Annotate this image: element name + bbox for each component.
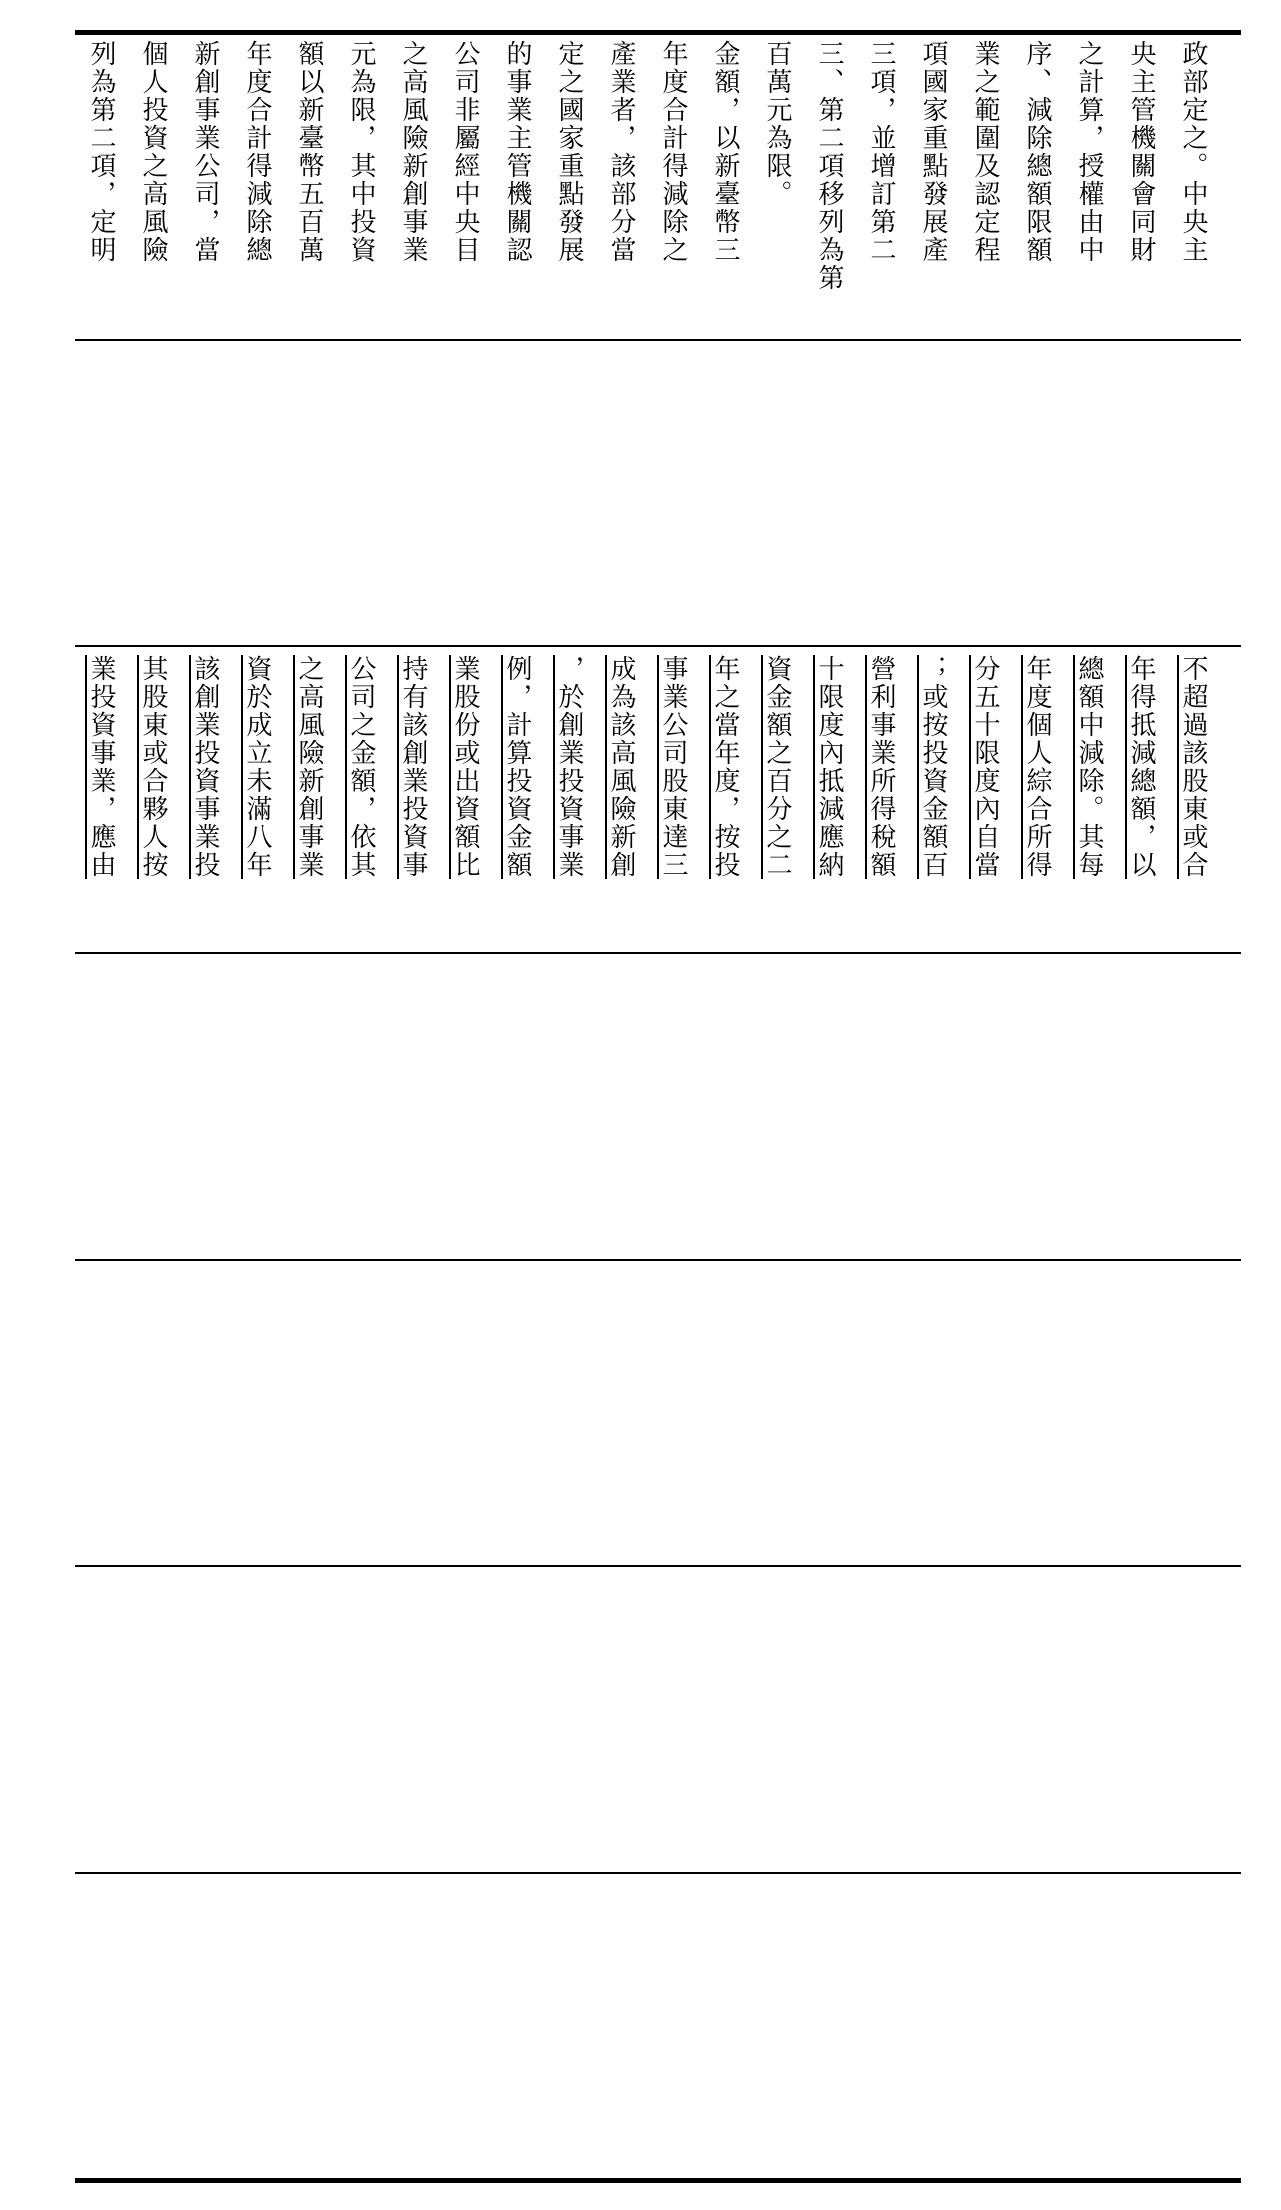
text-column: 業股份或出資額比 [450, 655, 480, 879]
text-column: 年度合計得減除之 [658, 40, 688, 264]
explanation-text-block [75, 40, 1241, 335]
text-column: 業之範圍及認定程 [970, 40, 1000, 264]
empty-cell-row-6 [75, 1569, 1241, 1869]
text-column: 事業公司股東達三 [658, 655, 688, 879]
table-bottom-border [75, 2178, 1241, 2183]
text-column: 之計算，授權由中 [1074, 40, 1104, 264]
provision-text-block [75, 655, 1241, 915]
text-column: 的事業主管機關認 [502, 40, 532, 264]
text-column: 持有該創業投資事 [398, 655, 428, 879]
row-divider-4 [75, 1259, 1241, 1261]
text-column: ；或按投資金額百 [918, 655, 948, 879]
text-column: 列為第二項，定明 [86, 40, 116, 264]
text-column: 之高風險新創事業 [398, 40, 428, 264]
text-column: ，於創業投資事業 [554, 655, 584, 879]
text-column: 個人投資之高風險 [138, 40, 168, 264]
text-column: 年度合計得減除總 [242, 40, 272, 264]
row-divider-3 [75, 952, 1241, 954]
text-column: 新創事業公司，當 [190, 40, 220, 264]
text-column: 三項，並增訂第二 [866, 40, 896, 264]
table-top-border [75, 30, 1241, 35]
text-column: 公司非屬經中央目 [450, 40, 480, 264]
text-column: 產業者，該部分當 [606, 40, 636, 264]
text-column: 公司之金額，依其 [346, 655, 376, 879]
text-column: 十限度內抵減應納 [814, 655, 844, 879]
text-column: 資金額之百分之二 [762, 655, 792, 879]
empty-cell-row-5 [75, 1263, 1241, 1563]
text-column: 央主管機關會同財 [1126, 40, 1156, 264]
text-column: 不超過該股東或合 [1178, 655, 1208, 879]
row-divider-2 [75, 645, 1241, 647]
text-column: 序、減除總額限額 [1022, 40, 1052, 264]
row-divider-1 [75, 339, 1241, 341]
text-column: 營利事業所得稅額 [866, 655, 896, 879]
text-column: 額以新臺幣五百萬 [294, 40, 324, 264]
text-column: 三、第二項移列為第 [814, 40, 844, 292]
text-column: 之高風險新創事業 [294, 655, 324, 879]
text-column: 金額，以新臺幣三 [710, 40, 740, 264]
text-column: 項國家重點發展產 [918, 40, 948, 264]
text-column: 定之國家重點發展 [554, 40, 584, 264]
text-column: 年之當年度，按投 [710, 655, 740, 879]
text-column: 總額中減除。其每 [1074, 655, 1104, 879]
text-column: 分五十限度內自當 [970, 655, 1000, 879]
text-column: 政部定之。中央主 [1178, 40, 1208, 264]
text-column: 元為限，其中投資 [346, 40, 376, 264]
empty-cell-row-7 [75, 1876, 1241, 2176]
text-column: 業投資事業，應由 [86, 655, 116, 879]
row-divider-5 [75, 1565, 1241, 1567]
text-column: 年度個人綜合所得 [1022, 655, 1052, 879]
empty-cell-row-4 [75, 956, 1241, 1256]
row-divider-6 [75, 1872, 1241, 1874]
empty-cell-row-2 [75, 343, 1241, 641]
text-column: 其股東或合夥人按 [138, 655, 168, 879]
text-column: 例，計算投資金額 [502, 655, 532, 879]
text-column: 年得抵減總額，以 [1126, 655, 1156, 879]
text-column: 成為該高風險新創 [606, 655, 636, 879]
text-column: 該創業投資事業投 [190, 655, 220, 879]
text-column: 百萬元為限。 [762, 40, 792, 208]
text-column: 資於成立未滿八年 [242, 655, 272, 879]
